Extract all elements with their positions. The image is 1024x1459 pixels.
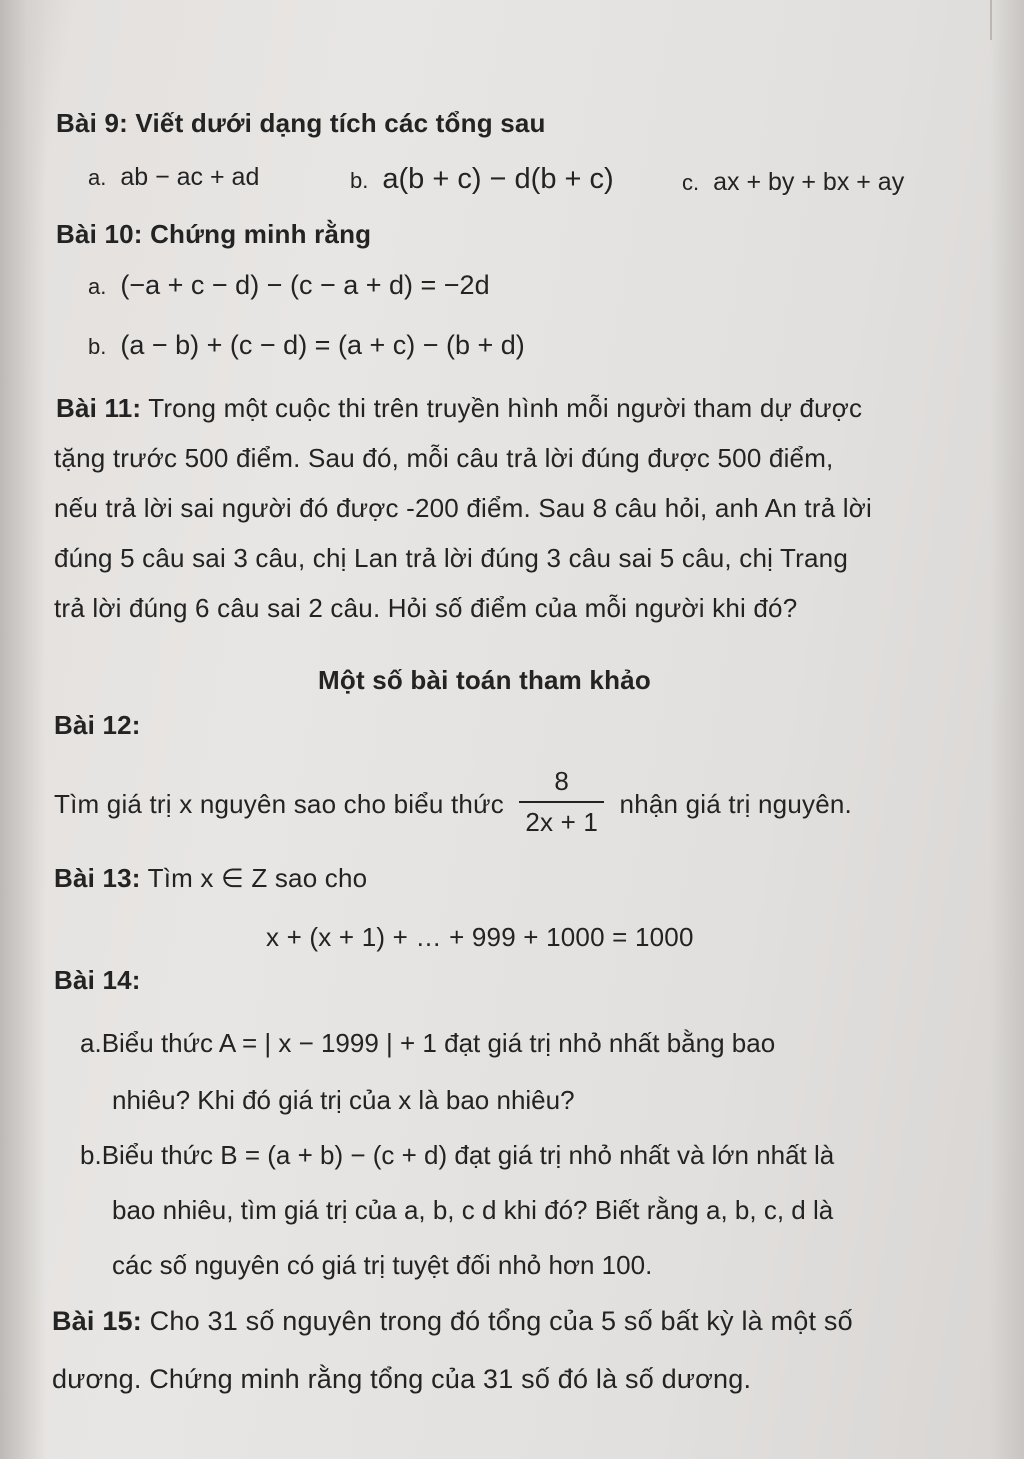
bai10-b-expr: (a − b) + (c − d) = (a + c) − (b + d) — [120, 330, 525, 360]
bai9-option-b — [350, 163, 614, 196]
bai9-option-c — [682, 168, 904, 197]
bai11-line-1 — [56, 393, 862, 424]
bai10-a-expr: (−a + c − d) − (c − a + d) = −2d — [120, 270, 490, 300]
bai9-a-letter: a. — [88, 165, 107, 190]
bai15-line-2: dương. Chứng minh rằng tổng của 31 số đó là số dương. — [52, 1364, 752, 1394]
bai12-frac-numerator: 8 — [519, 766, 604, 803]
bai12-text-after: nhận giá trị nguyên. — [619, 788, 852, 819]
page-shadow-right — [990, 0, 1024, 1459]
bai9-b-letter: b. — [350, 168, 369, 193]
bai13-label: Bài 13: — [54, 863, 141, 893]
section-heading: Một số bài toán tham khảo — [318, 665, 651, 695]
bai11-line-2: tặng trước 500 điểm. Sau đó, mỗi câu trả lời đúng được 500 điểm, — [54, 443, 834, 473]
bai10-option-a — [88, 270, 490, 301]
bai14-b-line-2: bao nhiêu, tìm giá trị của a, b, c d khi đó? Biết rằng a, b, c, d là — [112, 1195, 834, 1225]
bai14-a-letter: a. — [80, 1028, 102, 1058]
bai11-line-3: nếu trả lời sai người đó được -200 điểm. Sau 8 câu hỏi, anh An trả lời — [54, 493, 872, 523]
bai9-option-a — [88, 163, 259, 192]
bai9-a-expr: ab − ac + ad — [120, 163, 260, 191]
bai13-equation: x + (x + 1) + … + 999 + 1000 = 1000 — [266, 922, 694, 952]
bai14-b-letter: b. — [80, 1140, 102, 1170]
bai14-b-line-3: các số nguyên có giá trị tuyệt đối nhỏ hơn 100. — [112, 1250, 653, 1280]
bai10-b-letter: b. — [88, 334, 107, 359]
bai13-line — [54, 863, 367, 894]
bai9-title: Bài 9: Viết dưới dạng tích các tổng sau — [56, 108, 546, 138]
bai14-b-line-1 — [80, 1140, 834, 1171]
bai14-b-text-1: Biểu thức B = (a + b) − (c + d) đạt giá trị nhỏ nhất và lớn nhất là — [101, 1140, 835, 1170]
bai9-b-expr: a(b + c) − d(b + c) — [382, 163, 614, 195]
bai15-label: Bài 15: — [52, 1306, 142, 1336]
bai14-a-line-1 — [80, 1028, 775, 1059]
bai11-text-1: Trong một cuộc thi trên truyền hình mỗi người tham dự được — [148, 393, 863, 423]
bai12-label: Bài 12: — [54, 710, 141, 740]
bai11-line-4: đúng 5 câu sai 3 câu, chị Lan trả lời đúng 3 câu sai 5 câu, chị Trang — [54, 543, 849, 573]
bai11-line-5: trả lời đúng 6 câu sai 2 câu. Hỏi số điểm của mỗi người khi đó? — [54, 593, 798, 623]
bai12-text-before: Tìm giá trị x nguyên sao cho biểu thức — [54, 788, 504, 819]
page-shadow-left — [0, 0, 46, 1459]
bai14-a-text-1: Biểu thức A = | x − 1999 | + 1 đạt giá trị nhỏ nhất bằng bao — [101, 1028, 776, 1058]
bai10-option-b — [88, 330, 525, 361]
bai10-title: Bài 10: Chứng minh rằng — [56, 219, 372, 249]
bai10-a-letter: a. — [88, 274, 107, 299]
bai9-c-letter: c. — [682, 170, 700, 195]
bai13-text: Tìm x ∈ Z sao cho — [147, 863, 368, 893]
bai11-label: Bài 11: — [56, 393, 142, 423]
bai12-statement — [54, 766, 852, 842]
page-crease — [990, 0, 992, 40]
bai14-a-line-2: nhiêu? Khi đó giá trị của x là bao nhiêu? — [112, 1085, 575, 1115]
bai12-fraction — [519, 766, 604, 838]
bai15-line-1 — [52, 1306, 853, 1337]
bai14-label: Bài 14: — [54, 965, 141, 995]
bai12-frac-denominator: 2x + 1 — [525, 807, 599, 837]
bai15-text-1: Cho 31 số nguyên trong đó tổng của 5 số bất kỳ là một số — [149, 1306, 853, 1336]
bai9-c-expr: ax + by + bx + ay — [713, 168, 905, 196]
